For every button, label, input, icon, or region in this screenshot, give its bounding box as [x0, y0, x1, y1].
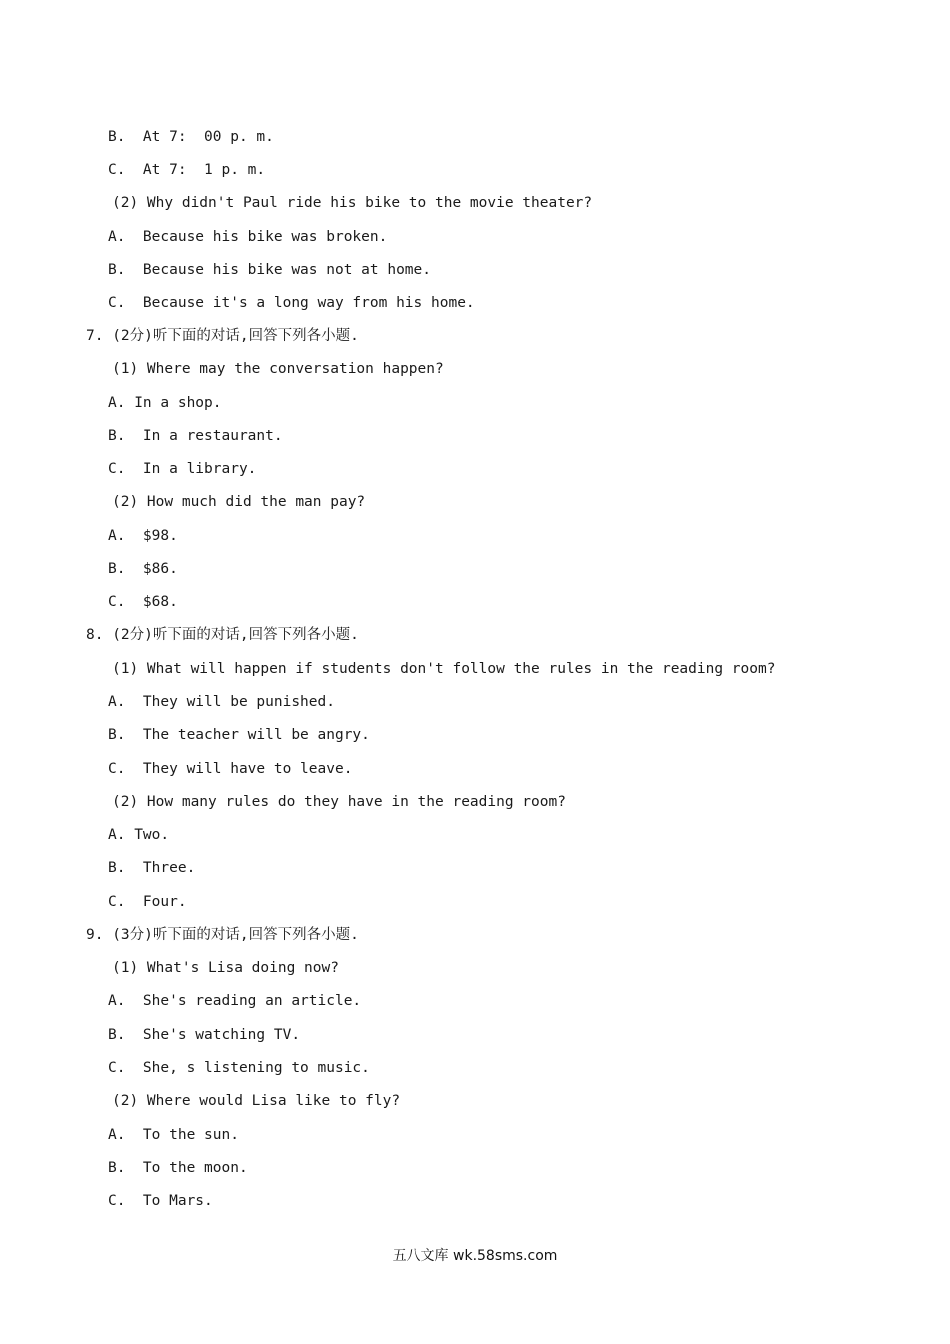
sub-question-line: (1) What's Lisa doing now?: [112, 960, 339, 976]
option-line: B. The teacher will be angry.: [108, 727, 370, 743]
option-line: C. Four.: [108, 894, 187, 910]
sub-question-line: (2) Why didn't Paul ride his bike to the movie theater?: [112, 195, 593, 211]
option-line: B. To the moon.: [108, 1160, 248, 1176]
question-heading: 9. (3分)听下面的对话,回答下列各小题.: [86, 927, 359, 943]
question-heading: 8. (2分)听下面的对话,回答下列各小题.: [86, 627, 359, 643]
sub-question-line: (2) How many rules do they have in the reading room?: [112, 794, 566, 810]
option-line: C. They will have to leave.: [108, 761, 353, 777]
option-line: B. Three.: [108, 860, 196, 876]
option-line: B. $86.: [108, 561, 178, 577]
sub-question-line: (1) What will happen if students don't follow the rules in the reading room?: [112, 661, 776, 677]
option-line: A. She's reading an article.: [108, 993, 362, 1009]
option-line: A. $98.: [108, 528, 178, 544]
option-line: C. To Mars.: [108, 1193, 213, 1209]
option-line: A. To the sun.: [108, 1127, 239, 1143]
option-line: B. At 7: 00 p. m.: [108, 129, 274, 145]
option-line: A. In a shop.: [108, 395, 222, 411]
sub-question-line: (2) Where would Lisa like to fly?: [112, 1093, 401, 1109]
option-line: A. Two.: [108, 827, 170, 843]
option-line: C. At 7: 1 p. m.: [108, 162, 266, 178]
option-line: A. Because his bike was broken.: [108, 229, 388, 245]
option-line: B. She's watching TV.: [108, 1027, 301, 1043]
sub-question-line: (2) How much did the man pay?: [112, 494, 366, 510]
sub-question-line: (1) Where may the conversation happen?: [112, 361, 444, 377]
page-footer-watermark: 五八文库 wk.58sms.com: [392, 1248, 558, 1264]
option-line: B. In a restaurant.: [108, 428, 283, 444]
option-line: C. Because it's a long way from his home.: [108, 295, 475, 311]
option-line: A. They will be punished.: [108, 694, 335, 710]
option-line: C. In a library.: [108, 461, 257, 477]
option-line: B. Because his bike was not at home.: [108, 262, 432, 278]
question-heading: 7. (2分)听下面的对话,回答下列各小题.: [86, 328, 359, 344]
option-line: C. She, s listening to music.: [108, 1060, 370, 1076]
option-line: C. $68.: [108, 594, 178, 610]
